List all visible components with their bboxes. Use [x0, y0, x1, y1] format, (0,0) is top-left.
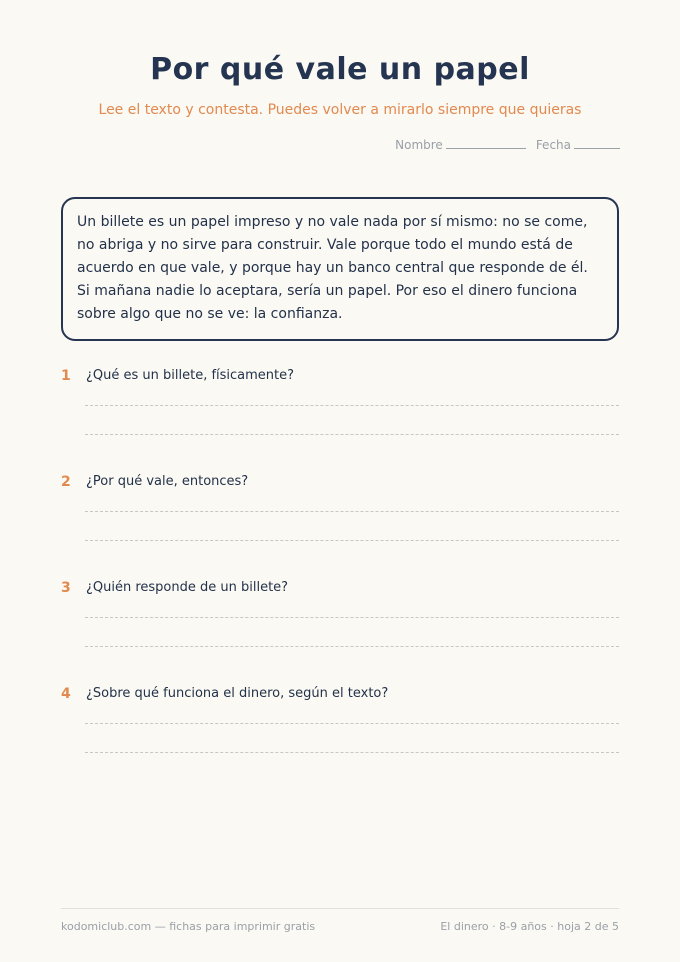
answer-line[interactable] [85, 617, 619, 618]
answer-line[interactable] [85, 540, 619, 541]
name-date-fields [395, 138, 620, 152]
reading-text-line: sobre algo que no se ve: la confianza. [77, 306, 343, 322]
page-title: Por qué vale un papel [150, 52, 530, 87]
answer-line[interactable] [85, 646, 619, 647]
footer-site: kodomiclub.com — fichas para imprimir gratis [61, 920, 316, 933]
footer-divider [61, 908, 619, 909]
question-number: 3 [61, 580, 71, 596]
footer-sheet-info: El dinero · 8-9 años · hoja 2 de 5 [440, 920, 619, 933]
answer-line[interactable] [85, 511, 619, 512]
answer-line[interactable] [85, 752, 619, 753]
name-label: Nombre [395, 138, 443, 152]
question-text: ¿Por qué vale, entonces? [86, 474, 249, 489]
answer-line[interactable] [85, 723, 619, 724]
answer-line[interactable] [85, 405, 619, 406]
reading-text-box [61, 197, 619, 341]
question-text: ¿Sobre qué funciona el dinero, según el texto? [86, 686, 389, 701]
answer-line[interactable] [85, 434, 619, 435]
date-blank[interactable] [574, 138, 620, 149]
date-label: Fecha [535, 138, 571, 152]
question-text: ¿Quién responde de un billete? [86, 580, 289, 595]
question-text: ¿Qué es un billete, físicamente? [86, 368, 295, 383]
reading-text-line: acuerdo en que vale, y porque hay un banco central que responde de él. [77, 260, 588, 276]
question-number: 1 [61, 368, 71, 384]
reading-text-line: Un billete es un papel impreso y no vale nada por sí mismo: no se come, [77, 214, 588, 230]
question-number: 4 [61, 686, 71, 702]
name-blank[interactable] [446, 138, 526, 149]
reading-text-line: Si mañana nadie lo aceptara, sería un papel. Por eso el dinero funciona [77, 283, 578, 299]
question-number: 2 [61, 474, 71, 490]
instructions: Lee el texto y contesta. Puedes volver a mirarlo siempre que quieras [98, 102, 582, 118]
reading-text-line: no abriga y no sirve para construir. Vale porque todo el mundo está de [77, 237, 573, 253]
